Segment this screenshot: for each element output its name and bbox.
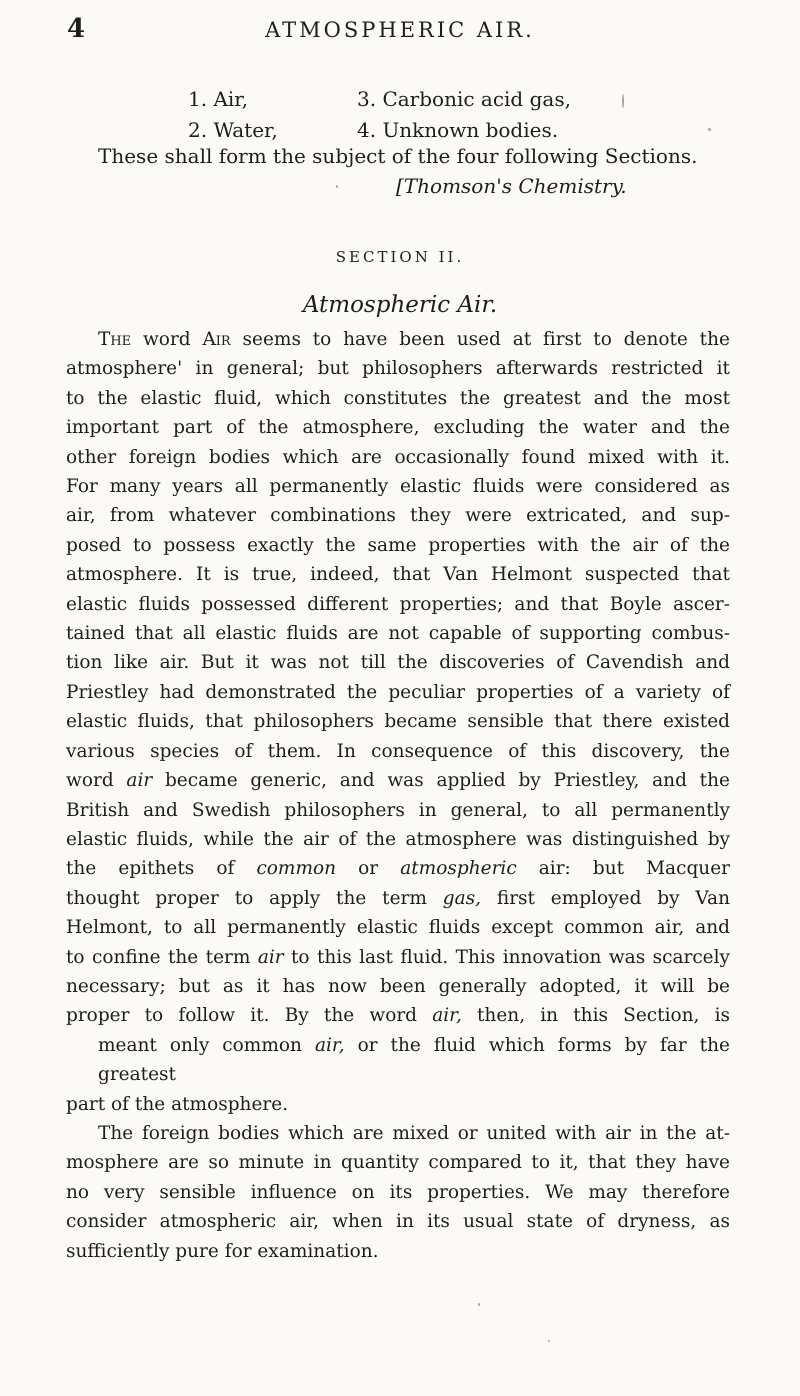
text-line: The foreign bodies which are mixed or united with air in the at- (98, 1122, 730, 1144)
list-item: 1. Air, (188, 87, 248, 111)
list-item: 2. Water, (188, 118, 278, 142)
text-line: necessary; but as it has now been generally adopted, it will be (66, 975, 730, 997)
text-line: important part of the atmosphere, excluding the water and the (66, 417, 730, 439)
text-span: air: but Macquer (538, 858, 730, 880)
text-line: For many years all permanently elastic fluids were considered as (66, 476, 730, 498)
text-span: the epithets of (66, 858, 235, 880)
text-line: tained that all elastic fluids are not capable of supporting combus- (66, 623, 730, 645)
paper-speck (622, 94, 624, 108)
text-line: mosphere are so minute in quantity compared to it, that they have (66, 1152, 730, 1174)
italic-term: air, (432, 1005, 462, 1027)
lead-word: The (98, 329, 132, 350)
text-line (66, 1001, 730, 1030)
text-span: then, in this Section, is (477, 1005, 730, 1027)
italic-term: common (256, 858, 337, 880)
citation: [Thomson's Chemistry. (396, 174, 627, 198)
text-line: to the elastic fluid, which constitutes the greatest and the most (66, 387, 730, 409)
text-line: no very sensible influence on its properties. We may therefore (66, 1181, 730, 1203)
text-span: word (142, 329, 191, 350)
text-line (66, 854, 730, 883)
text-line: Helmont, to all permanently elastic fluids except common air, and (66, 917, 730, 939)
italic-term: gas, (442, 887, 482, 909)
list-item: 3. Carbonic acid gas, (357, 87, 571, 111)
section-title: Atmospheric Air. (302, 292, 498, 318)
paper-speck (336, 185, 338, 188)
text-line: posed to possess exactly the same properties with the air of the (66, 534, 730, 556)
text-span: became generic, and was applied by Priestley, and the (164, 770, 730, 792)
text-line: tion like air. But it was not till the discoveries of Cavendish and (66, 652, 730, 674)
italic-term: air (257, 946, 284, 968)
text-span: or the fluid which forms by far the greatest (98, 1034, 730, 1086)
air-word: Air (202, 329, 231, 350)
italic-term: air (126, 770, 153, 792)
text-line (66, 325, 730, 354)
text-line: Priestley had demonstrated the peculiar properties of a variety of (66, 681, 730, 703)
italic-term: air, (314, 1034, 345, 1056)
page-header (0, 8, 800, 48)
text-span: to this last fluid. This innovation was scarcely (291, 946, 730, 968)
text-line (66, 1031, 730, 1090)
text-span: first employed by Van (496, 887, 730, 909)
text-line: British and Swedish philosophers in general, to all permanently (66, 799, 730, 821)
running-title: ATMOSPHERIC AIR. (265, 18, 535, 42)
text-span: seems to have been used at first to denote the (242, 329, 730, 350)
text-line: various species of them. In consequence of this discovery, the (66, 740, 730, 762)
text-line: atmosphere' in general; but philosophers afterwards restricted it (66, 358, 730, 380)
page-number: 4 (67, 14, 86, 44)
text-span: proper to follow it. By the word (66, 1005, 418, 1027)
text-line: elastic fluids, that philosophers became sensible that there existed (66, 711, 730, 733)
paper-speck (708, 128, 711, 131)
text-line: atmosphere. It is true, indeed, that Van Helmont suspected that (66, 564, 730, 586)
text-line: consider atmospheric air, when in its usual state of dryness, as (66, 1211, 730, 1233)
italic-term: atmospheric (400, 858, 517, 880)
text-span: or (358, 858, 379, 880)
body-text (66, 325, 730, 1266)
text-line (66, 766, 730, 795)
text-line: elastic fluids possessed different properties; and that Boyle ascer- (66, 593, 730, 615)
text-line: part of the atmosphere. (66, 1093, 289, 1115)
list-item: 4. Unknown bodies. (357, 118, 559, 142)
section-heading: SECTION II. (335, 248, 465, 266)
text-line (66, 943, 730, 972)
intro-line: These shall form the subject of the four following Sections. (98, 144, 698, 168)
text-span: word (66, 770, 114, 792)
text-line (66, 884, 730, 913)
paper-speck (478, 1303, 480, 1306)
text-line: elastic fluids, while the air of the atmosphere was distinguished by (66, 828, 730, 850)
text-line: air, from whatever combinations they were extricated, and sup- (66, 505, 730, 527)
text-span: to confine the term (66, 946, 251, 968)
text-line: other foreign bodies which are occasionally found mixed with it. (66, 446, 730, 468)
text-span: thought proper to apply the term (66, 887, 427, 909)
text-line: sufficiently pure for examination. (66, 1240, 379, 1262)
text-span: meant only common (98, 1034, 302, 1056)
paper-speck (548, 1340, 550, 1342)
